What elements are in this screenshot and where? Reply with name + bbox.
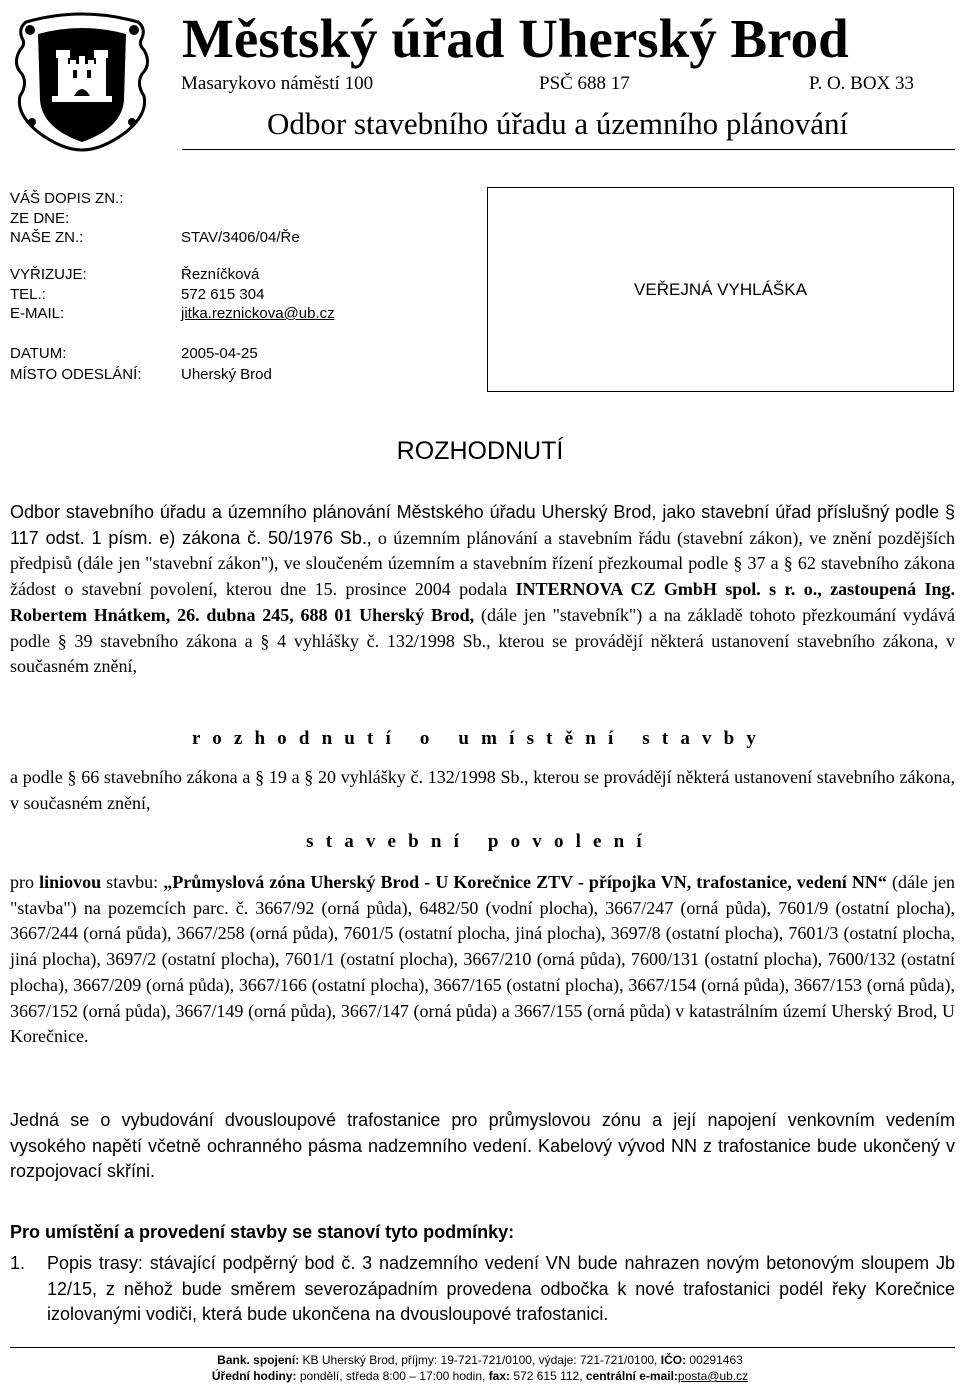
footer-hours-line [0,1368,960,1384]
condition-number: 1. [10,1253,26,1273]
decision-permit-title: stavební povolení [306,831,654,852]
phone-label: TEL.: [10,286,46,303]
ico-label: IČO: [660,1353,687,1367]
handled-by-label: VYŘIZUJE: [10,266,87,283]
decision-heading: ROZHODNUTÍ [396,437,564,465]
central-email-link[interactable]: posta@ub.cz [677,1369,749,1383]
address-po-box: P. O. BOX 33 [809,73,915,94]
applicant-name: INTERNOVA CZ GmbH spol. s r. o., zastoupená Ing. Robertem Hnátkem, 26. dubna 245, 688 01 Uherský Brod, [10,579,955,625]
handled-by-value: Řezníčková [181,266,260,283]
footer-bank-line [0,1352,960,1368]
bank-label: Bank. spojení: [217,1353,300,1367]
conditions-heading: Pro umístění a provedení stavby se stanoví tyto podmínky: [10,1222,515,1242]
date-value: 2005-04-25 [181,345,258,362]
legal-basis-paragraph: a podle § 66 stavebního zákona a § 19 a § 20 vyhlášky č. 132/1998 Sb., kterou se provádějí některá ustanovení stavebního zákona, v současném znění, [10,767,955,813]
address-postal-code: PSČ 688 17 [539,73,630,94]
address-street: Masarykovo náměstí 100 [181,73,374,94]
public-notice-box [487,187,954,392]
construction-type: liniovou [39,872,102,892]
date-label: DATUM: [10,345,67,362]
project-description-paragraph: Jedná se o vybudování dvousloupové trafostanice pro průmyslovou zónu a její napojení venkovním vedením vysokého napětí včetně ochranného pásma nadzemního vedení. Kabelový vývod NN z trafostanice bude ukončený v rozpojovací skříni. [10,1110,955,1182]
ico-value: 00291463 [686,1353,743,1367]
email-link[interactable]: jitka.reznickova@ub.cz [181,305,335,322]
place-label: MÍSTO ODESLÁNÍ: [10,366,142,383]
your-letter-label: VÁŠ DOPIS ZN.: [10,190,124,207]
footer-divider [10,1347,955,1348]
our-ref-label: NAŠE ZN.: [10,229,84,246]
fax-value: 572 615 112, [510,1369,586,1383]
header-divider [182,149,955,150]
construction-text-1: pro [10,872,40,892]
letter-date-label: ZE DNE: [10,210,70,227]
conditions-heading-row [10,1220,955,1246]
condition-text: Popis trasy: stávající podpěrný bod č. 3 nadzemního vedení VN bude nahrazen novým betonovým sloupem Jb 12/15, z něhož bude směrem severozápadním provedena odbočka k nové trafostanici podél řeky Korečnice izolovanými vodiči, která bude ukončena na dvousloupové trafostanici. [47,1253,955,1325]
public-notice-label: VEŘEJNÁ VYHLÁŠKA [634,279,807,299]
our-ref-value: STAV/3406/04/Ře [181,229,300,246]
intro-text-1: Odbor stavebního úřadu a územního plánování Městského úřadu Uherský Brod, jako stavební úřad příslušný podle § 117 odst. 1 písm. e) zákona č. 50/1976 Sb. [10,502,955,548]
hours-value: pondělí, středa 8:00 – 17:00 hodin, [296,1369,489,1383]
construction-parcels: (dále jen "stavba") na pozemcích parc. č. 3667/92 (orná půda), 6482/50 (vodní plocha), 3667/247 (orná půda), 7601/9 (ostatní plocha), 3667/244 (orná půda), 3667/258 (orná půda), 7601/5 (ostatní plocha, jiná plocha), 3697/8 (ostatní plocha), 7601/3 (ostatní plocha, jiná plocha), 3697/2 (ostatní plocha), 7601/1 (ostatní plocha), 3667/210 (orná půda), 7600/131 (ostatní plocha), 7600/132 (ostatní plocha), 3667/209 (orná půda), 3667/166 (ostatní plocha), 3667/165 (ostatní plocha), 3667/154 (orná půda), 3667/153 (orná půda), 3667/152 (orná půda), 3667/149 (orná půda), 3667/147 (orná půda) a 3667/155 (orná půda) v katastrálním území Uherský Brod, U Korečnice. [10,872,956,1047]
construction-text-3: stavbu: [101,872,164,892]
intro-text-2: , o územním plánování a stavebním řádu (stavební zákon), ve znění pozdějších předpisů (dále jen "stavební zákon"), ve sloučeném územním a stavebním řízení přezkoumal podle § 37 a § 62 stavebního zákona žádost o stavební povolení, kterou dne 15. prosince 2004 podala [10,527,955,600]
place-value: Uherský Brod [181,366,272,383]
office-title: Městský úřad Uherský Brod [182,8,849,69]
fax-label: fax: [488,1369,511,1383]
intro-text-4: (dále jen "stavebník") a na základě tohoto přezkoumání vydává podle § 39 stavebního zákona a § 4 vyhlášky č. 132/1998 Sb., kterou se provádějí některá ustanovení stavebního zákona, v současném znění, [10,604,955,677]
phone-value: 572 615 304 [181,286,265,303]
email-label: E-MAIL: [10,305,65,322]
intro-paragraph [10,500,955,680]
construction-paragraph [10,870,955,1050]
bank-value: KB Uherský Brod, příjmy: 19-721-721/0100, výdaje: 721-721/0100, [299,1353,661,1367]
central-email-label: centrální e-mail: [585,1369,678,1383]
hours-label: Úřední hodiny: [211,1369,297,1383]
city-coat-of-arms [6,4,158,152]
department-name: Odbor stavebního úřadu a územního plánování [267,106,849,141]
construction-project-name: „Průmyslová zóna Uherský Brod - U Korečnice ZTV - přípojka VN, trafostanice, vedení NN“ [163,872,887,892]
decision-placement-title: rozhodnutí o umístění stavby [191,728,769,749]
